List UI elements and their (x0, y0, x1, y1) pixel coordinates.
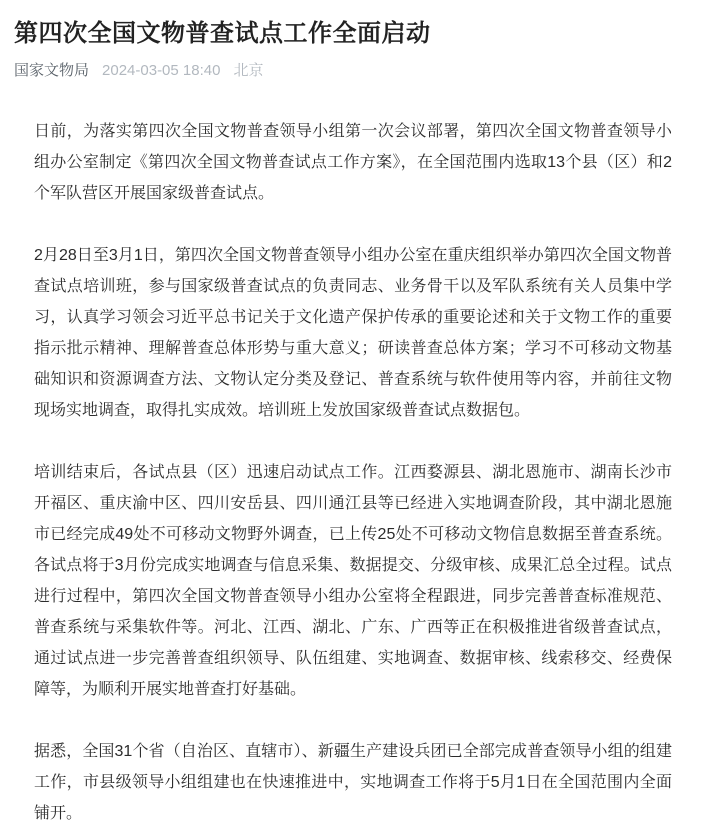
article-location: 北京 (233, 62, 264, 79)
article-paragraph: 据悉，全国31个省（自治区、直辖市）、新疆生产建设兵团已全部完成普查领导小组的组建工作，市县级领导小组组建也在快速推进中，实地调查工作将于5月1日在全国范围内全面铺开。 (34, 743, 672, 822)
article-paragraph: 日前，为落实第四次全国文物普查领导小组第一次会议部署，第四次全国文物普查领导小组办公室制定《第四次全国文物普查试点工作方案》，在全国范围内选取13个县（区）和2个军队营区开展国家级普查试点。 (34, 123, 672, 202)
article-timestamp: 2024-03-05 18:40 (102, 62, 221, 79)
article-meta (14, 61, 692, 81)
article-paragraph: 培训结束后，各试点县（区）迅速启动试点工作。江西婺源县、湖北恩施市、湖南长沙市开福区、重庆渝中区、四川安岳县、四川通江县等已经进入实地调查阶段，其中湖北恩施市已经完成49处不可移动文物野外调查，已上传25处不可移动文物信息数据至普查系统。各试点将于3月份完成实地调查与信息采集、数据提交、分级审核、成果汇总全过程。试点进行过程中，第四次全国文物普查领导小组办公室将全程跟进，同步完善普查标准规范、普查系统与采集软件等。河北、江西、湖北、广东、广西等正在积极推进省级普查试点，通过试点进一步完善普查组织领导、队伍组建、实地调查、数据审核、线索移交、经费保障等，为顺利开展实地普查打好基础。 (34, 464, 672, 698)
article-source: 国家文物局 (14, 62, 90, 79)
article-body (14, 116, 692, 829)
article-title: 第四次全国文物普查试点工作全面启动 (14, 20, 431, 47)
article-paragraph: 2月28日至3月1日，第四次全国文物普查领导小组办公室在重庆组织举办第四次全国文物普查试点培训班，参与国家级普查试点的负责同志、业务骨干以及军队系统有关人员集中学习，认真学习领会习近平总书记关于文化遗产保护传承的重要论述和关于文物工作的重要指示批示精神、理解普查总体形势与重大意义；研读普查总体方案；学习不可移动文物基础知识和资源调查方法、文物认定分类及登记、普查系统与软件使用等内容，并前往文物现场实地调查，取得扎实成效。培训班上发放国家级普查试点数据包。 (34, 247, 672, 419)
